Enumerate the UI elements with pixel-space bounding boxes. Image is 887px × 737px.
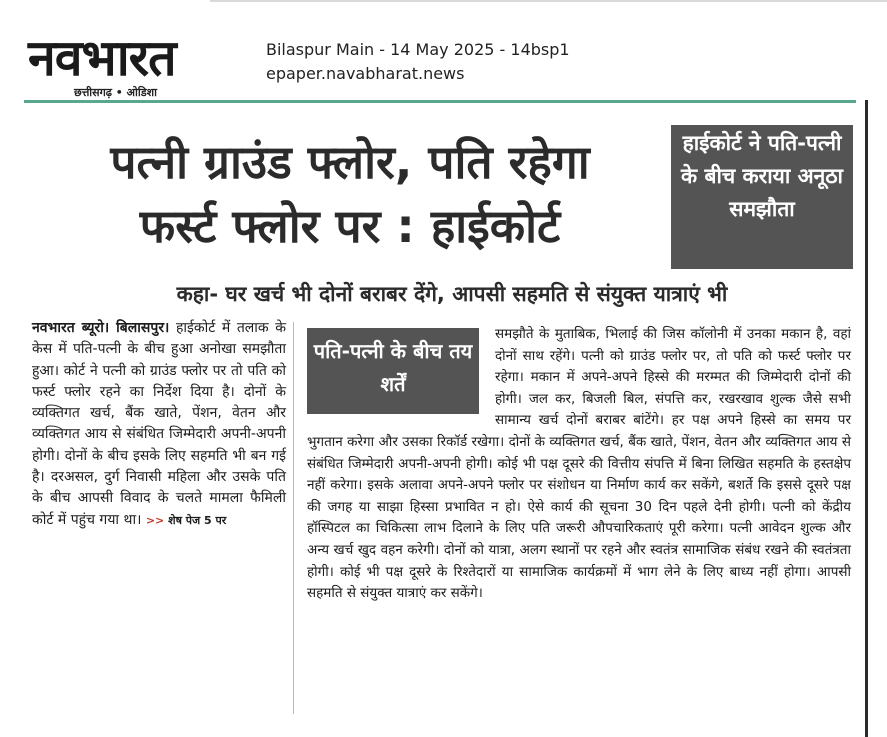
jump-text: शेष पेज 5 पर (168, 513, 227, 527)
logo-region-tagline: छत्तीसगढ़ • ओडिशा (74, 86, 157, 99)
headline-line-1: पत्नी ग्राउंड फ्लोर, पति रहेगा (110, 135, 590, 189)
logo-wordmark: नवभारत (28, 29, 176, 87)
byline: नवभारत ब्यूरो। बिलासपुर। (32, 320, 170, 336)
subheadline: कहा- घर खर्च भी दोनों बराबर देंगे, आपसी सहमति से संयुक्त यात्राएं भी (176, 282, 728, 306)
header-divider (24, 100, 856, 103)
article-column-2 (307, 324, 851, 605)
continued-on-page (146, 514, 226, 527)
page-edge-bar (865, 100, 868, 737)
headline (38, 130, 662, 258)
site-domain: epaper.navabharat.news (266, 64, 465, 83)
column-divider (293, 322, 294, 714)
masthead-logo (22, 30, 252, 100)
top-border-line (210, 0, 887, 2)
inset-heading-box: पति-पत्नी के बीच तय शर्तें (307, 328, 479, 414)
edition-info: Bilaspur Main - 14 May 2025 - 14bsp1 (266, 40, 570, 59)
article-column-1 (32, 318, 286, 531)
column-2-body: समझौते के मुताबिक, भिलाई की जिस कॉलोनी में उनका मकान है, वहां दोनों साथ रहेंगे। पत्नी को ग्राउंड फ्लोर पर, तो पति को फर्स्ट फ्लोर पर रहेगा। मकान में अपने-अपने हिस्से की मरम्मत की जिम्मेदारी दोनों की होगी। जल कर, बिजली बिल, संपत्ति कर, रखरखाव शुल्क जैसे सभी सामान्य खर्च दोनों बराबर बांटेंगे। हर पक्ष अपने हिस्से का समय पर भुगतान करेगा और उसका रिकॉर्ड रखेगा। दोनों के व्यक्तिगत खर्च, बैंक खाते, पेंशन, वेतन और व्यक्तिगत आय से संबंधित जिम्मेदारी अपनी-अपनी होगी। कोई भी पक्ष दूसरे की वित्तीय संपत्ति में बिना लिखित सहमति के हस्तक्षेप नहीं करेगा। इसके अलावा अपने-अपने फ्लोर पर संशोधन या निर्माण कार्य कर सकेंगे, बशर्ते कि इससे दूसरे पक्ष की जगह या साझा हिस्सा प्रभावित न हो। ऐसे कार्य की सूचना 30 दिन पहले देनी होगी। पत्नी को केंद्रीय हॉस्पिटल का चिकित्सा लाभ दिलाने के लिए पति जरूरी औपचारिकताएं पूरी करेगा। पत्नी आवेदन शुल्क और अन्य खर्च खुद वहन करेगी। दोनों को यात्रा, अलग स्थानों पर रहने और स्वतंत्र सामाजिक संबंध रखने की स्वतंत्रता होगी। कोई भी पक्ष दूसरे के रिश्तेदारों या सामाजिक कार्यक्रमों में भाग लेने के लिए बाध्य नहीं होगा। आपसी सहमति से संयुक्त यात्राएं कर सकेंगे। (307, 326, 851, 602)
jump-arrow-icon: >> (145, 513, 165, 527)
side-highlight-box: हाईकोर्ट ने पति-पत्नी के बीच कराया अनूठा समझौता (671, 125, 853, 269)
headline-line-2: फर्स्ट फ्लोर पर : हाईकोर्ट (139, 199, 561, 253)
column-1-body: हाईकोर्ट में तलाक के केस में पति-पत्नी के बीच हुआ अनोखा समझौता हुआ। कोर्ट ने पत्नी को ग्राउंड फ्लोर पर तो पति को फर्स्ट फ्लोर रहने का निर्देश दिया है। दोनों के व्यक्तिगत खर्च, बैंक खाते, पेंशन, वेतन और व्यक्तिगत आय से संबंधित जिम्मेदारी अपनी-अपनी होगी। दोनों के बीच इसके लिए सहमति भी बन गई है। दरअसल, दुर्ग निवासी महिला और उसके पति के बीच आपसी विवाद के चलते मामला फैमिली कोर्ट में पहुंच गया था। (32, 320, 286, 528)
